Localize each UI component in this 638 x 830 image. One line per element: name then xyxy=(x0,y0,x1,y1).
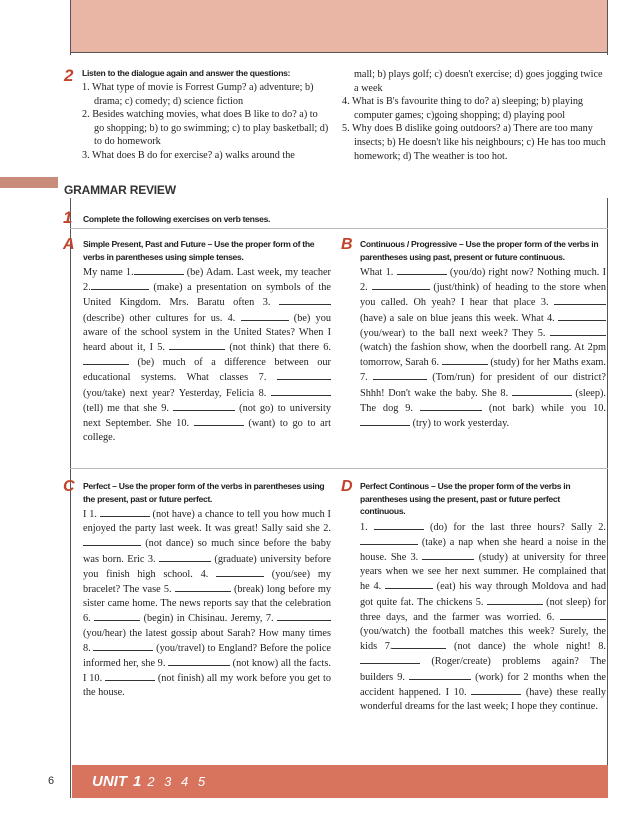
exercise-text-fragment: (not go) to university next September. She 10. xyxy=(83,402,331,430)
answer-blank[interactable] xyxy=(360,535,418,545)
answer-blank[interactable] xyxy=(372,280,430,290)
exercise-text-fragment: I 1. xyxy=(83,509,100,520)
answer-blank[interactable] xyxy=(512,386,572,396)
question-item: 4. What is B's favourite thing to do? a) sleeping; b) playing computer games; c)going shopping; d) playing pool xyxy=(342,96,584,121)
answer-blank[interactable] xyxy=(83,355,129,365)
exercise-text-fragment: (want) to go to art college. xyxy=(83,418,331,444)
answer-blank[interactable] xyxy=(105,671,155,681)
answer-blank[interactable] xyxy=(216,567,264,577)
exercise-text-fragment: (sleep). The dog 9. xyxy=(360,387,606,414)
answer-blank[interactable] xyxy=(94,611,140,621)
answer-blank[interactable] xyxy=(392,639,446,649)
exercise-2-right xyxy=(342,68,608,163)
section-heading: Continuous / Progressive – Use the proper form of the verbs in parentheses using past, present or future continuous. xyxy=(360,239,599,262)
question-list xyxy=(82,81,329,163)
exercise-text-fragment: (not dance) the whole night! 8. xyxy=(446,641,606,653)
exercise-text-fragment: (you/see) my bracelet? The vase 5. xyxy=(83,568,331,596)
exercise-text-fragment: 1. xyxy=(360,521,374,533)
answer-blank[interactable] xyxy=(277,611,331,621)
exercise-text-fragment: (eat) his way through Moldova and had got quite fat. The chickens 5. xyxy=(360,581,606,608)
exercise-text-fragment: (study) for her Maths exam. 7. xyxy=(360,357,607,384)
answer-blank[interactable] xyxy=(554,295,606,305)
answer-blank[interactable] xyxy=(360,654,420,664)
section-divider xyxy=(70,228,608,229)
exercise-text-fragment: (you/do) right now? Nothing much. I 2. xyxy=(360,267,606,294)
question-list xyxy=(342,68,608,163)
answer-blank[interactable] xyxy=(385,579,433,589)
section-heading: Perfect Continous – Use the proper form of the verbs in parentheses using the present, past or future perfect continuous. xyxy=(360,481,571,516)
exercise-number: 1 xyxy=(63,208,73,227)
exercise-text-fragment: (Roger/create) problems again? The builders 9. xyxy=(360,656,606,683)
exercise-text-fragment: (not finish) all my work before you get to the house. xyxy=(83,673,331,699)
unit-navigation xyxy=(92,773,208,790)
answer-blank[interactable] xyxy=(168,656,230,666)
answer-blank[interactable] xyxy=(487,595,543,605)
exercise-text-fragment: (graduate) university before you finish high school. 4. xyxy=(83,553,331,580)
exercise-text-fragment: (not bark) while you 10. xyxy=(481,402,606,414)
top-band xyxy=(70,0,608,52)
answer-blank[interactable] xyxy=(134,265,184,275)
answer-blank[interactable] xyxy=(194,416,244,426)
exercise-instruction: Listen to the dialogue again and answer the questions: xyxy=(82,68,291,78)
answer-blank[interactable] xyxy=(169,340,225,350)
section-letter: D xyxy=(341,478,353,495)
section-bar xyxy=(0,177,58,188)
answer-blank[interactable] xyxy=(159,552,211,562)
exercise-text-fragment: (you/watch) the football matches this week? Surely, the kids 7. xyxy=(360,625,606,653)
exercise-text-fragment: (take) a nap when she heard a noise in the house. She 3. xyxy=(360,536,606,563)
answer-blank[interactable] xyxy=(360,416,410,426)
exercise-text-fragment: (not think) that there 6. xyxy=(225,342,332,354)
answer-blank[interactable] xyxy=(279,295,331,305)
question-item: 2. Besides watching movies, what does B like to do? a) to go shopping; b) to go swimming; c) to play basketball; d) to do homework xyxy=(82,109,329,148)
exercise-text-fragment: My name 1. xyxy=(83,267,134,278)
exercise-text-fragment: (you/travel) to England? Before the police informed her, she 9. xyxy=(83,642,332,670)
exercise-text-fragment: (just/think) of heading to the store when you called. Oh yeah? I hear that place 3. xyxy=(360,282,606,309)
section-b xyxy=(360,238,606,431)
page-number: 6 xyxy=(48,775,55,787)
answer-blank[interactable] xyxy=(558,311,606,321)
answer-blank[interactable] xyxy=(277,370,331,380)
section-heading: Simple Present, Past and Future – Use the proper form of the verbs in parentheses using simple tenses. xyxy=(83,239,315,262)
answer-blank[interactable] xyxy=(100,507,150,517)
question-item: 5. Why does B dislike going outdoors? a) There are too many insects; b) He doesn't like his neighbours; c) He has too much homework; d) The weather is too hot. xyxy=(342,123,606,162)
answer-blank[interactable] xyxy=(560,610,606,620)
margin-line-left xyxy=(70,198,71,798)
section-letter: C xyxy=(63,478,75,495)
exercise-text-fragment: (Tom/run) for president of our district? Shhh! Don't wake the baby. She 8. xyxy=(360,372,607,399)
answer-blank[interactable] xyxy=(93,641,153,651)
exercise-text-fragment: (not have) a chance to tell you how much I enjoyed the party last week. It was great! Sally said she 2. xyxy=(83,509,331,535)
exercise-instruction: Complete the following exercises on verb tenses. xyxy=(83,214,271,224)
margin-line-right xyxy=(607,198,608,798)
exercise-text-fragment: (try) to work yesterday. xyxy=(410,418,510,430)
section-letter: A xyxy=(63,236,75,253)
question-item: 1. What type of movie is Forrest Gump? a) adventure; b) drama; c) comedy; d) science fiction xyxy=(82,82,314,107)
crop-line-left xyxy=(70,0,71,55)
answer-blank[interactable] xyxy=(442,355,488,365)
exercise-text-fragment: (work) for 2 months when the accident happened. I 10. xyxy=(360,671,606,698)
question-item: 3. What does B do for exercise? a) walks around the xyxy=(82,149,295,161)
exercise-text-fragment: (make) a presentation on symbols of the United Kingdom. Mrs. Baratu often 3. xyxy=(83,282,331,309)
crop-line-right xyxy=(607,0,608,55)
answer-blank[interactable] xyxy=(373,370,427,380)
exercise-text-fragment: (begin) in Chisinau. Jeremy, 7. xyxy=(140,613,277,625)
unit-number: 1 xyxy=(133,773,142,790)
section-a xyxy=(83,238,331,445)
exercise-text-fragment: (not sleep) for three days, and the farmer was worried. 6. xyxy=(360,596,606,623)
exercise-text-fragment: (describe) other cultures for us. 4. xyxy=(83,312,241,324)
answer-blank[interactable] xyxy=(420,401,482,411)
exercise-2-left xyxy=(82,68,329,163)
answer-blank[interactable] xyxy=(83,536,141,546)
other-units: 2 3 4 5 xyxy=(147,774,209,789)
exercise-text-fragment: (not dance) so much since before the baby was born. Eric 3. xyxy=(83,538,331,565)
answer-blank[interactable] xyxy=(409,670,471,680)
section-c xyxy=(83,480,331,701)
exercise-text xyxy=(360,520,606,715)
exercise-text-fragment: (you/take) next year? Yesterday, Felicia 8. xyxy=(83,387,271,399)
question-item: mall; b) plays golf; c) doesn't exercise; d) goes jogging twice a week xyxy=(354,69,603,94)
section-divider xyxy=(70,468,608,469)
section-letter: B xyxy=(341,236,353,253)
answer-blank[interactable] xyxy=(397,265,447,275)
exercise-text-fragment: (be) much of a difference between our educational systems. What classes 7. xyxy=(83,357,331,384)
answer-blank[interactable] xyxy=(175,582,231,592)
exercise-text xyxy=(83,265,331,445)
answer-blank[interactable] xyxy=(91,280,149,290)
exercise-text-fragment: (you/hear) the latest gossip about Sarah? How many times 8. xyxy=(83,627,331,654)
answer-blank[interactable] xyxy=(422,550,474,560)
exercise-text-fragment: (have) these really wonderful dreams for the last week; I hope they continue. xyxy=(360,686,606,712)
exercise-text-fragment: (you/wear) to the ball next week? They 5. xyxy=(360,327,550,339)
section-heading: Perfect – Use the proper form of the verbs in parentheses using the present, past or future perfect. xyxy=(83,481,325,504)
answer-blank[interactable] xyxy=(374,520,424,530)
answer-blank[interactable] xyxy=(471,685,521,695)
answer-blank[interactable] xyxy=(550,326,606,336)
exercise-text-fragment: (be) you aware of the school system in the United States? When I heard about it, I 5. xyxy=(83,312,331,354)
unit-label: UNIT xyxy=(92,773,127,790)
exercise-text-fragment: What 1. xyxy=(360,267,397,278)
exercise-text xyxy=(83,507,331,701)
answer-blank[interactable] xyxy=(271,386,331,396)
exercise-text-fragment: (be) Adam. Last week, my teacher 2. xyxy=(83,267,331,294)
exercise-text-fragment: (do) for the last three hours? Sally 2. xyxy=(423,521,606,533)
exercise-text xyxy=(360,265,606,431)
exercise-text-fragment: (not know) all the facts. I 10. xyxy=(83,658,331,685)
exercise-text-fragment: (watch) the fashion show, when the doorbell rang. At 2pm tomorrow, Sarah 6. xyxy=(360,342,606,369)
exercise-text-fragment: (have) a sale on blue jeans this week. What 4. xyxy=(360,312,558,324)
answer-blank[interactable] xyxy=(241,311,289,321)
crop-line-top xyxy=(70,52,608,53)
exercise-text-fragment: (break) long before my sister came home. The news reports say that the celebration 6. xyxy=(83,584,331,625)
exercise-text-fragment: (study) at university for three years when we see her next summer. He complained that he 4. xyxy=(360,551,606,593)
section-d xyxy=(360,480,606,714)
exercise-number: 2 xyxy=(64,66,74,85)
answer-blank[interactable] xyxy=(173,401,235,411)
exercise-text-fragment: (tell) me that she 9. xyxy=(83,402,174,414)
section-title: GRAMMAR REVIEW xyxy=(64,183,176,197)
